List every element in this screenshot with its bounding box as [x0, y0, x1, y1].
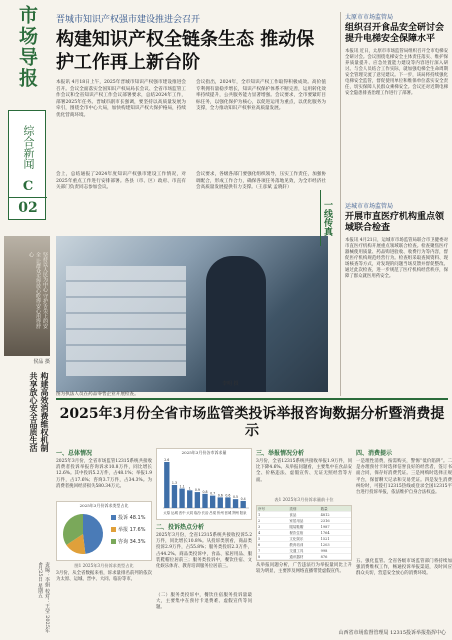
table-cell: 服装鞋帽	[289, 525, 304, 529]
table-cell: 1764	[320, 531, 330, 535]
table-cell: 通讯器材	[289, 555, 304, 559]
pie-chart-svg	[57, 509, 151, 559]
table-cell: 5	[258, 537, 261, 541]
legend-label: 举报 17.6%	[118, 527, 146, 533]
feature-body-col1: 本报讯 4月18日上午，2025年晋城市知识产权强市建设推进会召开。会议全面落实全国知识产权局局长会议、全省市场监管工作会议和全省知识产权工作会议部署要求，总结2024年工作，部署2025年任务。晋城市副市长强调，要坚持以高质量发展为牵引，围绕全市中心大局，加快构建知识产权大保护格局，持续优化营商环境。	[56, 80, 186, 118]
data-report	[56, 398, 452, 638]
report-text: 五、强化监管。全省各级市场监管部门将持续加强消费维权工作，畅通投诉举报渠道，及时回应群众关切，营造安全放心的消费环境。	[356, 559, 452, 577]
bar-chart-title: 2025年3月份各市诉求量	[181, 450, 227, 455]
bar	[202, 494, 207, 508]
table-row	[257, 554, 351, 560]
feature-body-col2: 会议指出，2024年，全市知识产权工作取得积极成效。高价值专利拥有量稳步增长，知识产权保护体系不断完善，运用转化效率持续提升，公共服务能力显著增强。会议要求，全市要紧盯目标任务，以强化保护为核心，以促进运用为重点，以优化服务为支撑，全力推动知识产权事业高质量发展。	[196, 80, 326, 112]
section-letter: C	[22, 179, 34, 194]
x-tick-label: 长治	[201, 511, 209, 515]
report-text: 一是理性消费，按需购买，警惕“低价陷阱”。二是办理预付卡时选择信誉良好的经营者，签订书面合同，保存好消费凭证。三是网购时选择正规平台，保留聊天记录和交易凭证。四是发生消费纠纷时，可拨打12315热线或登录全国12315平台进行投诉举报，依法维护自身合法权益。	[356, 459, 452, 496]
bar	[195, 492, 200, 508]
table-cell: 教育培训	[289, 543, 304, 547]
x-tick-label: 阳泉	[239, 511, 247, 515]
pie-slice	[83, 514, 103, 554]
legend-swatch	[111, 527, 116, 532]
x-tick-label: 临汾	[193, 511, 201, 515]
bar-value-label: 1.3	[171, 481, 177, 485]
bar	[233, 499, 238, 508]
bar-chart-svg	[157, 456, 251, 518]
x-tick-label: 大同	[186, 511, 194, 515]
table-cell: 家居用品	[289, 519, 304, 523]
report-text: 3月份，从全省数据来看，诉求量排名前列的依次为太原、运城、晋中、大同、临汾等市。	[56, 571, 152, 583]
news2-title: 开展市直医疗机构重点领域联合检查	[345, 212, 445, 233]
x-tick-label: 运城	[171, 511, 178, 515]
report-subheading: 一、总体情况	[56, 450, 93, 457]
report-footer-org: 山西省市场监督管理局 12315投诉举报指挥中心	[338, 630, 446, 636]
table-cell: 4812	[320, 513, 330, 517]
feature-body-col4: 会议要求，各级各部门要强化组织领导，压实工作责任，加强协调配合，形成工作合力，确保各项任务落地见效，为全市经济社会高质量发展提供有力支撑。（王彦斌 孟晓轩）	[196, 172, 326, 191]
bar-value-label: 0.6	[225, 493, 231, 498]
report-subheading: 四、消费提示	[356, 450, 393, 457]
figure-label: 图1 2025年3月份诉求类型占比	[74, 563, 134, 568]
table-cell: 4	[258, 531, 261, 535]
bar-value-label: 0.7	[210, 491, 216, 496]
feature-headline: 构建知识产权全链条生态 推动保护工作再上新台阶	[56, 29, 315, 73]
table-cell: 876	[320, 555, 328, 559]
masthead-photo-caption: 坚持以人民为中心 守护舌尖上的安全 让群众买得放心吃得安心用得舒心	[28, 252, 48, 329]
news2-source: 运城市市场监管局	[345, 203, 394, 210]
table-cell: 7	[258, 549, 261, 553]
bar	[210, 496, 215, 508]
bar-value-label: 0.6	[217, 493, 223, 498]
x-tick-label: 忻州	[216, 511, 224, 515]
masthead	[2, 2, 52, 638]
table-cell: 2316	[320, 519, 330, 523]
bar	[179, 489, 184, 508]
x-tick-label: 晋中	[178, 511, 186, 515]
table-cell: 1987	[320, 525, 330, 529]
table-header-cell: 类别	[289, 507, 297, 511]
right-news-column	[340, 12, 448, 396]
table-cell: 8	[258, 555, 261, 559]
bar	[164, 462, 169, 508]
table-header-cell: 序号	[258, 507, 265, 511]
bar-value-label: 0.8	[202, 489, 208, 494]
report-title: 2025年3月份全省市场监管类投诉举报咨询数据分析暨消费提示	[59, 406, 445, 439]
bar	[225, 497, 230, 508]
x-tick-label: 朔州	[232, 511, 239, 515]
feature-kicker: 晋城市知识产权强市建设推进会召开	[56, 15, 201, 25]
table-cell: 1203	[320, 543, 330, 547]
masthead-slogan: 构建高效消费维权机制 共享放心安全品质生活	[29, 372, 50, 452]
legend-swatch	[111, 515, 116, 520]
table-cell: 食品	[289, 513, 297, 517]
bar-chart	[156, 448, 252, 520]
bar-value-label: 0.4	[240, 496, 246, 501]
x-tick-label: 吕梁	[209, 511, 217, 515]
news1-source: 太原市市场监管局	[345, 14, 394, 21]
bar	[172, 485, 177, 508]
bar	[187, 490, 192, 508]
table-cell: 1	[258, 513, 261, 517]
report-text: 3月份，全省12315系统共接收举报1.9万件，同比下降4.6%。从举报问题看，主要集中在食品安全、价格违法、虚假宣传、无证无照经营等方面。	[256, 459, 352, 483]
newspaper-logo: 市场导报	[16, 5, 38, 89]
news1-body: 本报讯 近日，太原市市场监管局组织召开全市电梯安全研讨会。会议围绕电梯安全主体责任落实、维护保养质量提升、应急处置能力建设等内容进行深入研讨。与会人员结合工作实际，就加强电梯全生命周期安全管理交流了意见建议。下一步，该局将持续强化电梯安全监管，督促使用单位和维保单位落实安全责任，切实保障人民群众乘梯安全。会议还对近期电梯安全隐患排查治理工作进行了部署。	[345, 49, 448, 96]
bar-value-label: 0.5	[233, 495, 239, 500]
feature-photo-credit: 李明 摄	[222, 381, 239, 387]
x-tick-label: 太原	[163, 511, 171, 515]
table-cell: 998	[320, 549, 328, 553]
report-col-1	[56, 446, 152, 636]
table-header-cell: 数量	[320, 507, 328, 511]
report-col-3	[256, 446, 352, 636]
legend-swatch	[111, 539, 116, 544]
news2-body: 本报讯 4月21日，运城市市场监管局联合市卫健委对市直医疗机构开展重点领域联合检查。检查聚焦医疗器械使用质量、药品购进验收、收费行为等内容，督促医疗机构规范经营行为。检查组采取查阅资料、现场核查等方式，对发现的问题当场反馈并督促整改。通过此次检查，进一步规范了医疗机构经营秩序，保障了群众就医用药安全。	[345, 238, 448, 279]
table-cell: 3	[258, 525, 261, 529]
report-col-2	[156, 446, 252, 636]
table-cell: 交通工具	[289, 549, 304, 553]
masthead-photo-credit: 侯品 摄	[33, 359, 50, 365]
bar-value-label: 2.6	[164, 458, 170, 462]
legend-label: 投诉 48.1%	[118, 515, 146, 521]
report-text: 2025年3月份，全省市场监管12315系统共接收消费者投诉举报咨询诉求10.8万件，同比增长12.6%。其中投诉5.2万件，占48.1%；举报1.9万件，占17.6%；咨询3.7万件，占34.3%。为消费者挽回经济损失580.34万元。	[56, 459, 152, 489]
data-table	[256, 505, 352, 561]
report-subheading: 二、投诉热点分析	[156, 524, 205, 531]
table-cell: 2	[258, 519, 261, 523]
section-name: 综合新闻	[22, 125, 35, 169]
report-subheading: 三、举报情况分析	[256, 450, 305, 457]
table-label: 表1 2025年3月份诉求量前十位	[274, 497, 334, 502]
page-number: 02	[9, 197, 47, 216]
table-cell: 1521	[320, 537, 330, 541]
table-cell: 餐饮住宿	[289, 531, 304, 535]
pie-chart-title: 2025年3月份诉求类型占比	[79, 503, 129, 508]
photo-officer	[206, 256, 266, 392]
feature-article	[56, 12, 328, 396]
table-cell: 文化娱乐	[289, 537, 304, 541]
bar	[218, 497, 223, 508]
report-text: 2025年3月份，全省12315系统共接收投诉5.2万件，同比增长10.8%。从投诉类别看，商品类投诉2.9万件，占55.8%；服务类投诉2.3万件，占44.2%。商品类投诉中，食品、家居用品、服装鞋帽位居前三；服务类投诉中，餐饮住宿、文化娱乐体育、教育培训服务位居前三。	[156, 533, 252, 570]
bar-value-label: 1.1	[179, 484, 185, 489]
bar	[241, 501, 246, 508]
news1-title: 组织召开食品安全研讨会 提升电梯安全保障水平	[345, 23, 445, 44]
feature-body-col3: 会上，总结通报了2024年度知识产权强市建设工作情况，对2025年重点工作进行安排部署。各县（市、区）政府、市直有关部门负责同志参加会议。	[56, 172, 186, 191]
report-text: 从举报问题分析，广告违法行为举报量同比上升较为明显，主要涉及网络直播带货虚假宣传。	[256, 563, 352, 575]
section-tag: 一线传真	[320, 190, 334, 246]
section-box	[8, 110, 46, 220]
bar-value-label: 0.9	[194, 488, 200, 493]
masthead-footer: 责编：李娟 校对：王莹 2025年4月25日 星期五	[37, 562, 50, 633]
bar-value-label: 1	[188, 486, 191, 491]
report-col-4	[356, 446, 452, 636]
feature-photo-caption: 图为执法人员在药品零售企业开展检查。	[56, 392, 216, 399]
legend-label: 咨询 34.3%	[118, 539, 146, 545]
feature-photo	[56, 236, 328, 397]
x-tick-label: 晋城	[224, 511, 232, 515]
photo-shelves	[66, 266, 186, 376]
pie-chart	[56, 501, 152, 561]
report-text: （二）服务类投诉中，餐饮住宿服务投诉量最大，主要集中在预付卡退费难、虚假宣传等问题。	[156, 593, 252, 611]
table-cell: 6	[258, 543, 261, 547]
